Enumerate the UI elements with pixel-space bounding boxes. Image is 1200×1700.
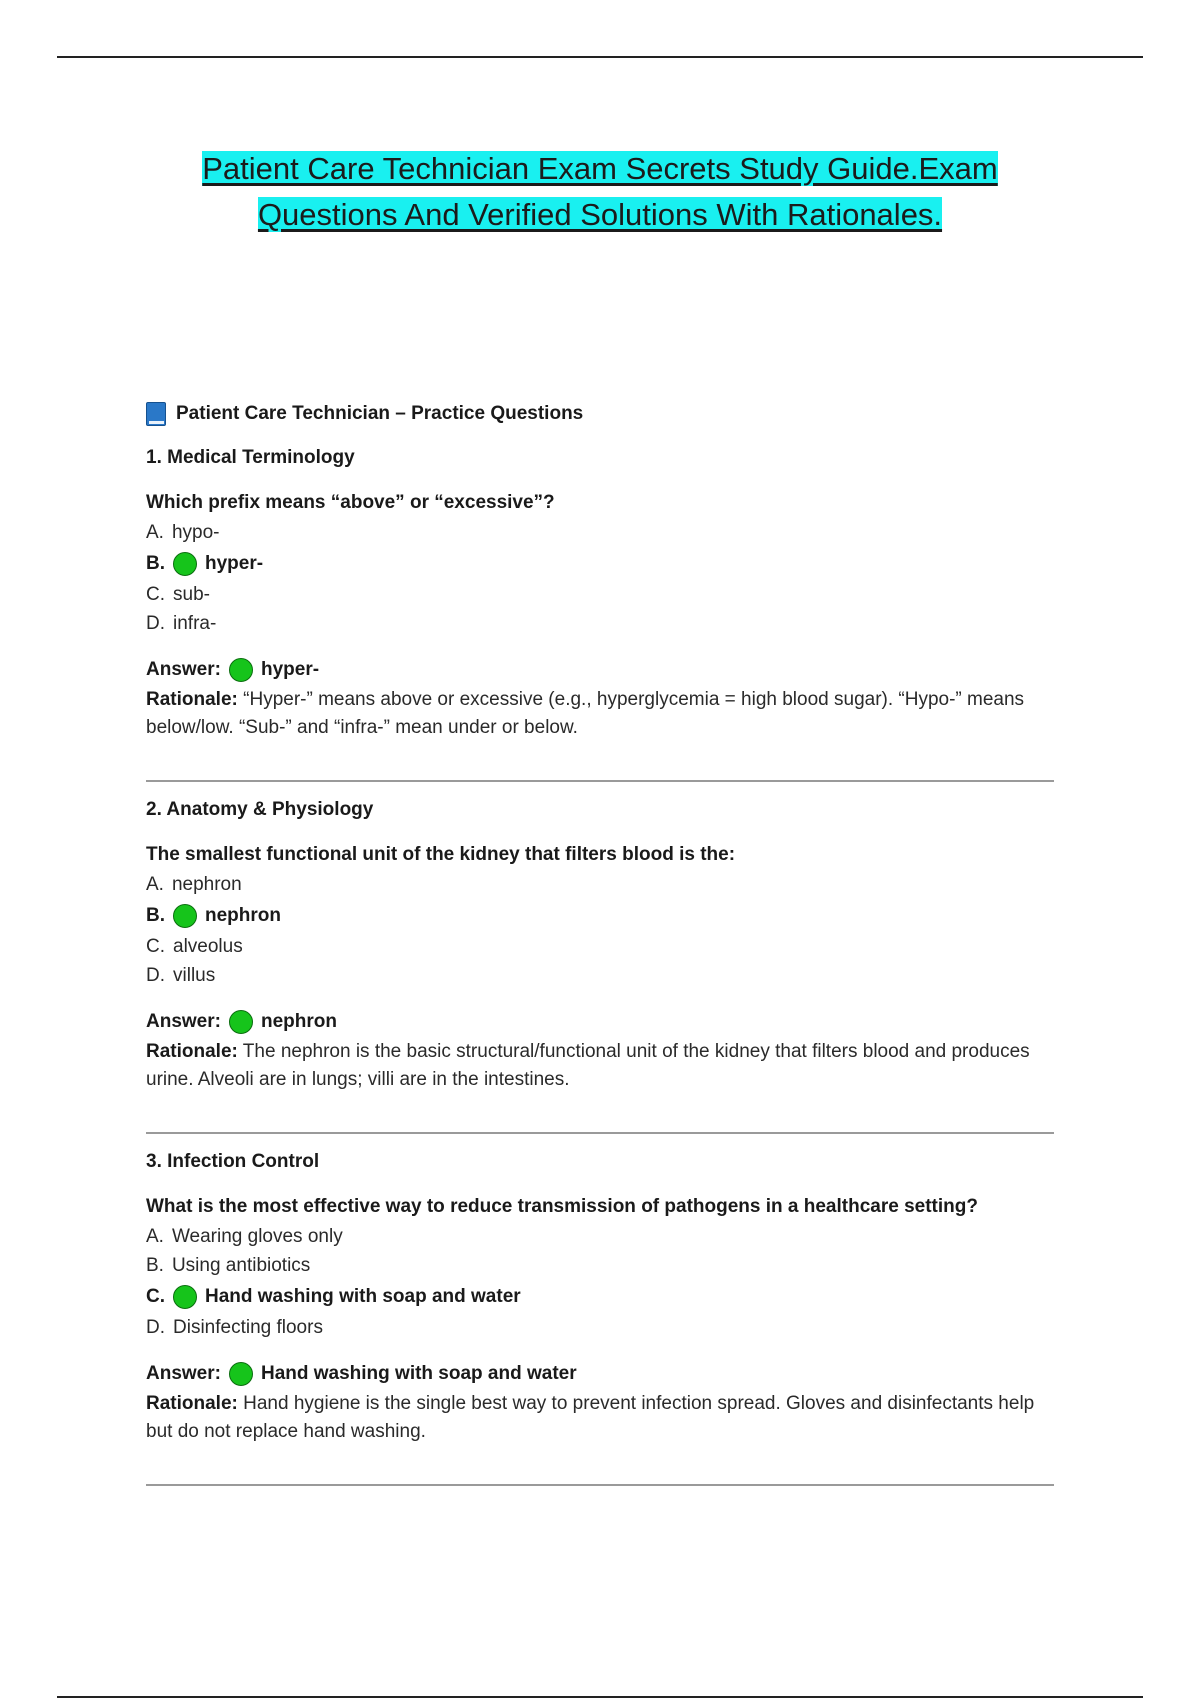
answer-label: Answer: xyxy=(146,1363,221,1384)
question-title: 3. Infection Control xyxy=(146,1151,320,1172)
option-text: Hand washing with soap and water xyxy=(205,1286,521,1307)
answer-line xyxy=(146,1006,1056,1038)
section-heading-text: Patient Care Technician – Practice Questions xyxy=(176,403,584,424)
option-text: nephron xyxy=(205,905,281,926)
green-circle-icon xyxy=(173,552,197,576)
rationale-text: The nephron is the basic structural/functional unit of the kidney that filters blood and produces urine. Alveoli are in lungs; villi are in the intestines. xyxy=(146,1041,1030,1090)
green-circle-icon xyxy=(229,1010,253,1034)
option-text: Wearing gloves only xyxy=(171,1226,343,1247)
option-b xyxy=(146,547,1056,580)
questions-content xyxy=(146,398,1056,1486)
answer-line xyxy=(146,1358,1056,1390)
question-prompt: The smallest functional unit of the kidney that filters blood is the: xyxy=(146,844,736,865)
option-a xyxy=(146,870,1056,899)
option-letter: A. xyxy=(146,522,164,543)
question-title: 1. Medical Terminology xyxy=(146,447,355,468)
question-block xyxy=(146,442,1056,782)
rationale-label: Rationale: xyxy=(146,1393,238,1414)
section-heading xyxy=(146,398,1056,430)
answer-label: Answer: xyxy=(146,659,221,680)
rationale-text: Hand hygiene is the single best way to prevent infection spread. Gloves and disinfectants help but do not replace hand washing. xyxy=(146,1393,1035,1442)
section-divider xyxy=(146,780,1054,782)
option-d xyxy=(146,961,1056,990)
rationale xyxy=(146,1390,1056,1446)
rationale-label: Rationale: xyxy=(146,1041,238,1062)
green-circle-icon xyxy=(173,904,197,928)
rationale xyxy=(146,686,1056,742)
rationale-label: Rationale: xyxy=(146,689,238,710)
rationale xyxy=(146,1038,1056,1094)
title-line-1: Patient Care Technician Exam Secrets Study Guide.Exam xyxy=(202,151,998,186)
section-divider xyxy=(146,1132,1054,1134)
option-d xyxy=(146,609,1056,638)
option-letter: D. xyxy=(146,1317,165,1338)
question-prompt: Which prefix means “above” or “excessive”? xyxy=(146,492,555,513)
section-divider xyxy=(146,1484,1054,1486)
option-text: villus xyxy=(173,965,216,986)
answer-label: Answer: xyxy=(146,1011,221,1032)
option-letter: A. xyxy=(146,1226,164,1247)
top-page-rule xyxy=(57,56,1143,58)
option-text: sub- xyxy=(173,584,210,605)
question-prompt: What is the most effective way to reduce transmission of pathogens in a healthcare setting? xyxy=(146,1196,978,1217)
option-letter: B. xyxy=(146,1255,164,1276)
option-letter: D. xyxy=(146,965,165,986)
rationale-text: “Hyper-” means above or excessive (e.g., hyperglycemia = high blood sugar). “Hypo-” means below/low. “Sub-” and “infra-” mean under or below. xyxy=(146,689,1025,738)
green-circle-icon xyxy=(173,1285,197,1309)
option-text: infra- xyxy=(173,613,217,634)
option-a xyxy=(146,1222,1056,1251)
option-letter: B. xyxy=(146,553,165,574)
option-letter: A. xyxy=(146,874,164,895)
option-letter: B. xyxy=(146,905,165,926)
option-letter: C. xyxy=(146,936,165,957)
option-a xyxy=(146,518,1056,547)
option-c xyxy=(146,580,1056,609)
option-text: Using antibiotics xyxy=(171,1255,311,1276)
option-text: hypo- xyxy=(171,522,220,543)
option-letter: C. xyxy=(146,1286,165,1307)
option-d xyxy=(146,1313,1056,1342)
option-text: Disinfecting floors xyxy=(173,1317,323,1338)
question-title: 2. Anatomy & Physiology xyxy=(146,799,374,820)
answer-text: hyper- xyxy=(260,659,320,680)
option-text: hyper- xyxy=(205,553,264,574)
option-text: alveolus xyxy=(173,936,243,957)
question-block xyxy=(146,794,1056,1134)
option-c xyxy=(146,932,1056,961)
option-letter: C. xyxy=(146,584,165,605)
answer-text: Hand washing with soap and water xyxy=(260,1363,577,1384)
option-c xyxy=(146,1280,1056,1313)
option-b xyxy=(146,899,1056,932)
option-b xyxy=(146,1251,1056,1280)
question-block xyxy=(146,1146,1056,1486)
answer-line xyxy=(146,654,1056,686)
bottom-page-rule xyxy=(57,1696,1143,1698)
document-title xyxy=(150,146,1050,238)
title-line-2: Questions And Verified Solutions With Rationales. xyxy=(257,197,943,232)
green-circle-icon xyxy=(229,658,253,682)
green-circle-icon xyxy=(229,1362,253,1386)
answer-text: nephron xyxy=(260,1011,337,1032)
option-letter: D. xyxy=(146,613,165,634)
book-icon xyxy=(146,402,166,426)
option-text: nephron xyxy=(171,874,242,895)
